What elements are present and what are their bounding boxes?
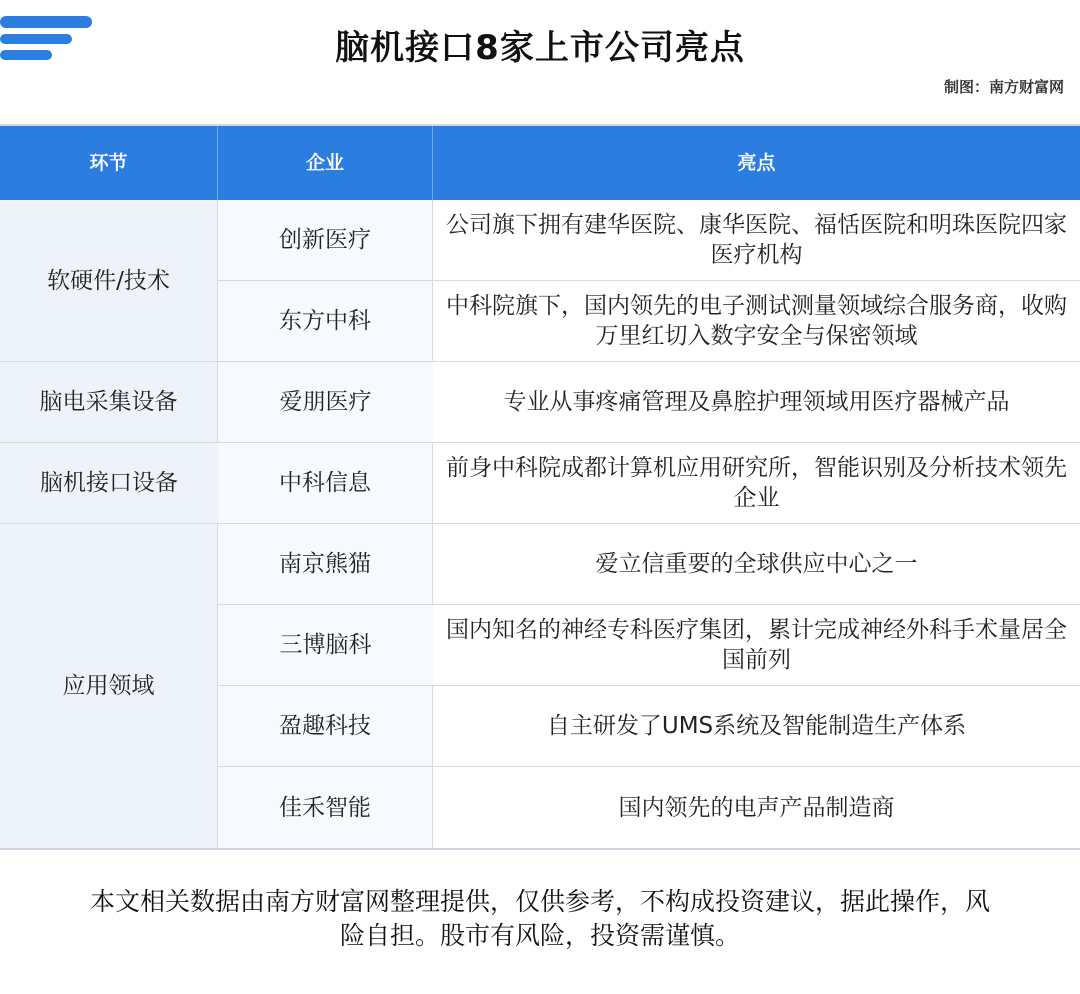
company-cell: 东方中科	[218, 281, 433, 362]
header-company: 企业	[218, 126, 433, 200]
highlight-cell: 专业从事疼痛管理及鼻腔护理领域用医疗器械产品	[433, 362, 1080, 443]
company-cell: 三博脑科	[218, 605, 433, 686]
highlight-cell: 中科院旗下，国内领先的电子测试测量领域综合服务商，收购万里红切入数字安全与保密领域	[433, 281, 1080, 362]
page-title: 脑机接口8家上市公司亮点	[335, 28, 745, 68]
stage-cell: 脑电采集设备	[0, 362, 218, 443]
highlight-cell: 自主研发了UMS系统及智能制造生产体系	[433, 686, 1080, 767]
company-cell: 佳禾智能	[218, 767, 433, 848]
stage-cell: 应用领域	[0, 524, 218, 848]
stage-cell: 软硬件/技术	[0, 200, 218, 362]
disclaimer-text: 本文相关数据由南方财富网整理提供，仅供参考，不构成投资建议，据此操作，风险自担。股市有风险，投资需谨慎。	[90, 887, 991, 950]
stage-cell: 脑机接口设备	[0, 443, 218, 524]
company-cell: 创新医疗	[218, 200, 433, 281]
highlight-cell: 爱立信重要的全球供应中心之一	[433, 524, 1080, 605]
credit-label: 制图：南方财富网	[943, 78, 1064, 96]
highlight-cell: 国内知名的神经专科医疗集团，累计完成神经外科手术量居全国前列	[433, 605, 1080, 686]
company-cell: 爱朋医疗	[218, 362, 433, 443]
highlights-table	[0, 124, 1080, 850]
highlight-cell: 国内领先的电声产品制造商	[618, 794, 895, 821]
header-highlight: 亮点	[433, 126, 1080, 200]
highlight-cell: 前身中科院成都计算机应用研究所，智能识别及分析技术领先企业	[433, 443, 1080, 524]
company-cell: 中科信息	[218, 443, 433, 524]
highlight-cell: 公司旗下拥有建华医院、康华医院、福恬医院和明珠医院四家医疗机构	[433, 200, 1080, 281]
company-cell: 盈趣科技	[218, 686, 433, 767]
header-stage: 环节	[0, 126, 218, 200]
company-cell: 南京熊猫	[218, 524, 433, 605]
